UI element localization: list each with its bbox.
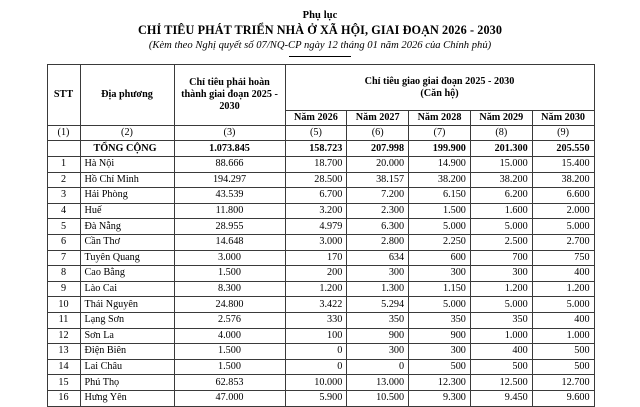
row-year-value: 500	[532, 344, 594, 360]
total-row-year-2026: 158.723	[285, 141, 347, 157]
row-year-value: 5.000	[409, 219, 471, 235]
row-year-value: 15.000	[470, 157, 532, 173]
table-row	[47, 281, 594, 297]
row-year-value: 350	[470, 312, 532, 328]
row-year-value: 0	[285, 359, 347, 375]
row-stt: 9	[47, 281, 80, 297]
assigned-group-line1: Chỉ tiêu giao giai đoạn 2025 - 2030	[364, 75, 515, 87]
table-row	[47, 359, 594, 375]
row-total-target: 47.000	[174, 390, 285, 406]
row-province: Hải Phòng	[80, 188, 174, 204]
row-total-target: 1.500	[174, 266, 285, 282]
column-header-total-target: Chỉ tiêu phải hoàn thành giai đoạn 2025 - 2030	[174, 65, 285, 126]
row-year-value: 6.200	[470, 188, 532, 204]
row-year-value: 12.300	[409, 375, 471, 391]
page-title: CHỈ TIÊU PHÁT TRIỂN NHÀ Ở XÃ HỘI, GIAI ĐOẠN 2026 - 2030	[137, 23, 503, 37]
row-year-value: 10.500	[347, 390, 409, 406]
row-year-value: 900	[347, 328, 409, 344]
column-header-stt: STT	[47, 65, 80, 126]
row-year-value: 1.200	[532, 281, 594, 297]
row-year-value: 2.300	[347, 203, 409, 219]
total-row-stt	[47, 141, 80, 157]
row-stt: 14	[47, 359, 80, 375]
title-divider	[289, 56, 351, 57]
row-province: Cần Thơ	[80, 234, 174, 250]
assigned-group-line2: (Căn hộ)	[420, 87, 459, 99]
table-row	[47, 328, 594, 344]
row-year-value: 1.150	[409, 281, 471, 297]
row-province: Lai Châu	[80, 359, 174, 375]
row-year-value: 3.422	[285, 297, 347, 313]
row-year-value: 750	[532, 250, 594, 266]
row-total-target: 43.539	[174, 188, 285, 204]
row-year-value: 12.700	[532, 375, 594, 391]
table-row	[47, 219, 594, 235]
title-divider-wrap	[0, 56, 640, 57]
row-stt: 16	[47, 390, 80, 406]
row-year-value: 3.000	[285, 234, 347, 250]
row-total-target: 11.800	[174, 203, 285, 219]
row-year-value: 0	[347, 359, 409, 375]
column-header-year-2029: Năm 2029	[470, 111, 532, 126]
row-year-value: 350	[347, 312, 409, 328]
row-year-value: 2.250	[409, 234, 471, 250]
row-stt: 8	[47, 266, 80, 282]
row-year-value: 300	[409, 344, 471, 360]
row-year-value: 500	[470, 359, 532, 375]
row-year-value: 1.500	[409, 203, 471, 219]
row-year-value: 300	[347, 266, 409, 282]
column-header-year-2027: Năm 2027	[347, 111, 409, 126]
total-row-year-2030: 205.550	[532, 141, 594, 157]
row-total-target: 1.500	[174, 359, 285, 375]
table-row	[47, 188, 594, 204]
row-year-value: 5.900	[285, 390, 347, 406]
row-province: Tuyên Quang	[80, 250, 174, 266]
row-year-value: 9.600	[532, 390, 594, 406]
row-year-value: 1.000	[532, 328, 594, 344]
row-province: Hà Nội	[80, 157, 174, 173]
row-year-value: 5.294	[347, 297, 409, 313]
column-header-province: Địa phương	[80, 65, 174, 126]
row-year-value: 13.000	[347, 375, 409, 391]
row-province: Sơn La	[80, 328, 174, 344]
row-stt: 4	[47, 203, 80, 219]
row-year-value: 10.000	[285, 375, 347, 391]
row-year-value: 634	[347, 250, 409, 266]
row-year-value: 12.500	[470, 375, 532, 391]
row-year-value: 1.600	[470, 203, 532, 219]
housing-target-table-wrap	[47, 64, 594, 407]
row-year-value: 2.000	[532, 203, 594, 219]
row-year-value: 400	[532, 312, 594, 328]
row-year-value: 1.200	[285, 281, 347, 297]
row-total-target: 14.648	[174, 234, 285, 250]
row-province: Điện Biên	[80, 344, 174, 360]
row-province: Thái Nguyên	[80, 297, 174, 313]
row-total-target: 194.297	[174, 172, 285, 188]
table-row	[47, 157, 594, 173]
row-total-target: 62.853	[174, 375, 285, 391]
column-header-year-2026: Năm 2026	[285, 111, 347, 126]
row-stt: 6	[47, 234, 80, 250]
row-province: Đà Nẵng	[80, 219, 174, 235]
row-stt: 2	[47, 172, 80, 188]
row-year-value: 400	[470, 344, 532, 360]
row-year-value: 1.300	[347, 281, 409, 297]
table-row	[47, 172, 594, 188]
row-stt: 13	[47, 344, 80, 360]
row-total-target: 24.800	[174, 297, 285, 313]
row-year-value: 200	[285, 266, 347, 282]
row-year-value: 700	[470, 250, 532, 266]
total-row-year-2027: 207.998	[347, 141, 409, 157]
row-year-value: 3.200	[285, 203, 347, 219]
row-province: Hưng Yên	[80, 390, 174, 406]
table-row	[47, 297, 594, 313]
row-year-value: 170	[285, 250, 347, 266]
table-row	[47, 250, 594, 266]
table-row	[47, 375, 594, 391]
row-stt: 1	[47, 157, 80, 173]
numbering-cell-2: (2)	[80, 126, 174, 141]
row-year-value: 0	[285, 344, 347, 360]
document-heading	[0, 0, 640, 57]
row-year-value: 300	[409, 266, 471, 282]
table-header-row-main	[47, 65, 594, 111]
row-stt: 7	[47, 250, 80, 266]
row-total-target: 2.576	[174, 312, 285, 328]
document-subtitle: (Kèm theo Nghị quyết số 07/NQ-CP ngày 12 tháng 01 năm 2026 của Chính phủ)	[148, 40, 492, 51]
column-header-assigned-group	[285, 65, 594, 111]
row-year-value: 300	[347, 344, 409, 360]
row-stt: 15	[47, 375, 80, 391]
row-year-value: 1.000	[470, 328, 532, 344]
row-total-target: 8.300	[174, 281, 285, 297]
table-row	[47, 390, 594, 406]
row-province: Lạng Sơn	[80, 312, 174, 328]
row-year-value: 5.000	[532, 219, 594, 235]
row-year-value: 600	[409, 250, 471, 266]
numbering-cell-5: (5)	[285, 126, 347, 141]
row-year-value: 2.500	[470, 234, 532, 250]
total-row-target: 1.073.845	[174, 141, 285, 157]
document-kicker: Phụ lục	[302, 10, 338, 21]
row-year-value: 5.000	[470, 219, 532, 235]
table-row	[47, 266, 594, 282]
row-province: Hồ Chí Minh	[80, 172, 174, 188]
column-header-year-2030: Năm 2030	[532, 111, 594, 126]
row-year-value: 20.000	[347, 157, 409, 173]
row-province: Phú Thọ	[80, 375, 174, 391]
row-year-value: 15.400	[532, 157, 594, 173]
row-year-value: 28.500	[285, 172, 347, 188]
numbering-cell-1: (1)	[47, 126, 80, 141]
numbering-cell-7: (7)	[409, 126, 471, 141]
table-head	[47, 65, 594, 126]
row-stt: 10	[47, 297, 80, 313]
housing-target-table	[47, 64, 595, 407]
row-total-target: 28.955	[174, 219, 285, 235]
row-total-target: 1.500	[174, 344, 285, 360]
table-row	[47, 312, 594, 328]
row-province: Cao Bằng	[80, 266, 174, 282]
row-year-value: 2.800	[347, 234, 409, 250]
row-year-value: 330	[285, 312, 347, 328]
row-year-value: 100	[285, 328, 347, 344]
row-year-value: 38.157	[347, 172, 409, 188]
row-year-value: 350	[409, 312, 471, 328]
total-row-label: TỔNG CỘNG	[80, 141, 174, 157]
row-year-value: 5.000	[532, 297, 594, 313]
table-numbering-row	[47, 126, 594, 141]
row-stt: 11	[47, 312, 80, 328]
numbering-cell-8: (8)	[470, 126, 532, 141]
row-year-value: 4.979	[285, 219, 347, 235]
total-row-year-2029: 201.300	[470, 141, 532, 157]
row-total-target: 88.666	[174, 157, 285, 173]
row-year-value: 9.450	[470, 390, 532, 406]
row-year-value: 38.200	[532, 172, 594, 188]
row-year-value: 900	[409, 328, 471, 344]
row-year-value: 500	[532, 359, 594, 375]
row-stt: 12	[47, 328, 80, 344]
row-total-target: 4.000	[174, 328, 285, 344]
row-year-value: 300	[470, 266, 532, 282]
row-year-value: 500	[409, 359, 471, 375]
table-row	[47, 344, 594, 360]
numbering-cell-3: (3)	[174, 126, 285, 141]
row-year-value: 2.700	[532, 234, 594, 250]
row-year-value: 9.300	[409, 390, 471, 406]
row-year-value: 400	[532, 266, 594, 282]
column-header-year-2028: Năm 2028	[409, 111, 471, 126]
row-year-value: 38.200	[409, 172, 471, 188]
row-year-value: 14.900	[409, 157, 471, 173]
row-province: Huế	[80, 203, 174, 219]
row-stt: 5	[47, 219, 80, 235]
row-year-value: 6.600	[532, 188, 594, 204]
row-year-value: 1.200	[470, 281, 532, 297]
row-year-value: 18.700	[285, 157, 347, 173]
row-year-value: 38.200	[470, 172, 532, 188]
row-year-value: 5.000	[409, 297, 471, 313]
table-total-row	[47, 141, 594, 157]
table-row	[47, 234, 594, 250]
row-total-target: 3.000	[174, 250, 285, 266]
row-province: Lào Cai	[80, 281, 174, 297]
numbering-cell-6: (6)	[347, 126, 409, 141]
row-year-value: 5.000	[470, 297, 532, 313]
row-year-value: 6.300	[347, 219, 409, 235]
table-row	[47, 203, 594, 219]
total-row-year-2028: 199.900	[409, 141, 471, 157]
row-year-value: 6.700	[285, 188, 347, 204]
numbering-cell-9: (9)	[532, 126, 594, 141]
row-stt: 3	[47, 188, 80, 204]
row-year-value: 7.200	[347, 188, 409, 204]
table-body	[47, 126, 594, 407]
row-year-value: 6.150	[409, 188, 471, 204]
